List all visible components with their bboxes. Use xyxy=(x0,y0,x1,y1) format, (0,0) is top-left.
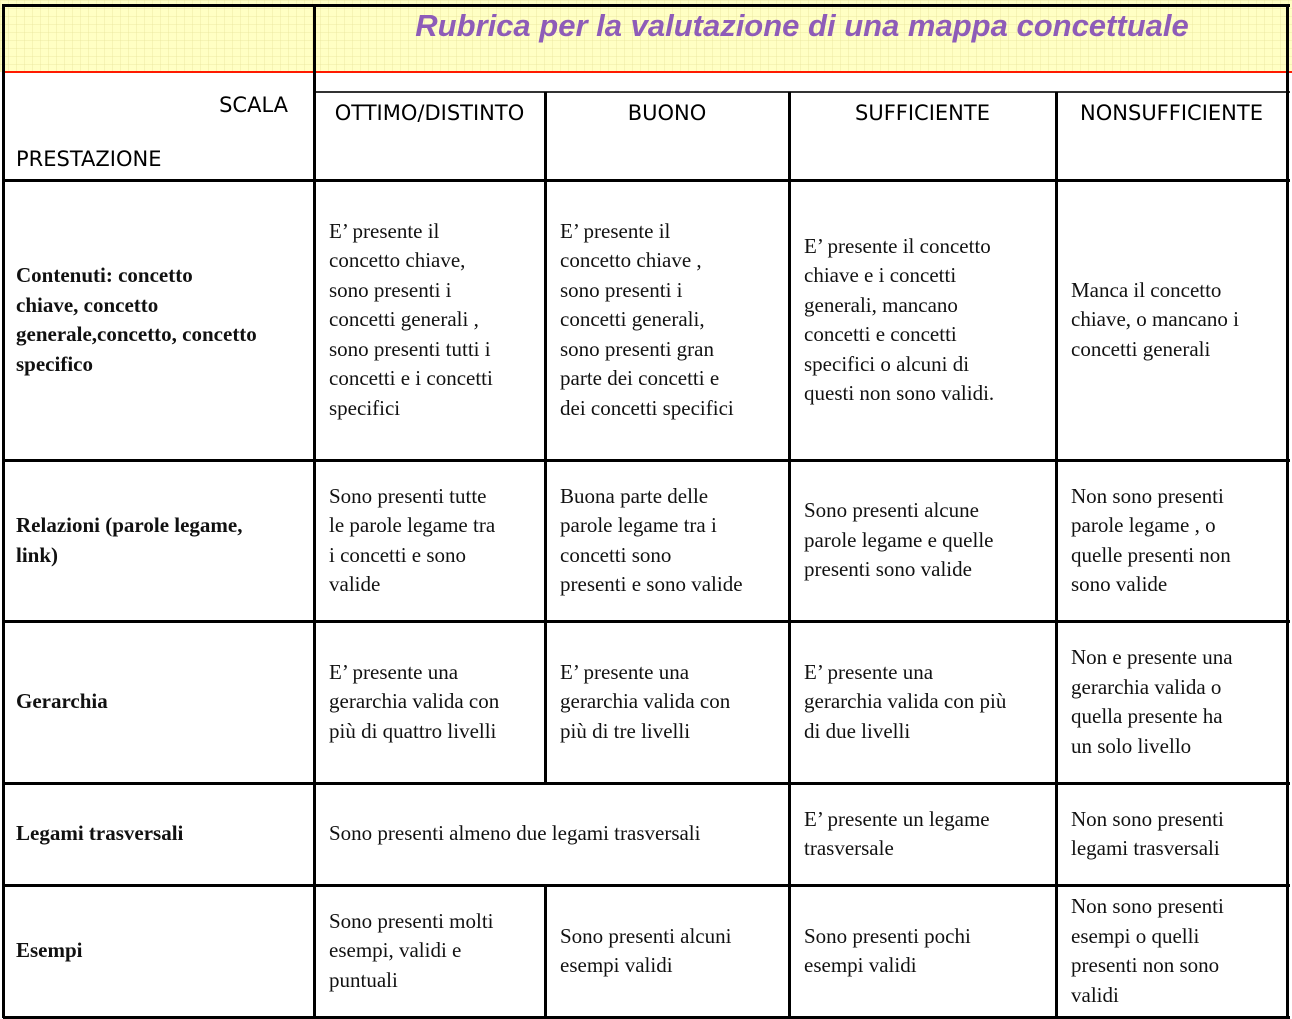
cell-text xyxy=(560,217,734,424)
text-line: concetti e concetti xyxy=(804,322,957,346)
cell-text xyxy=(804,232,994,409)
rubric-cell xyxy=(1056,180,1287,460)
row-label-text xyxy=(16,936,83,966)
text-line: parte dei concetti e xyxy=(560,366,720,391)
text-line: E’ presente una xyxy=(329,659,459,684)
text-line: Relazioni (parole legame, xyxy=(16,513,243,537)
rubric-cell xyxy=(545,460,789,621)
text-line: legami trasversali xyxy=(1071,836,1220,860)
text-line: specifico xyxy=(16,351,93,376)
corner-scala: SCALA xyxy=(219,93,288,117)
rubric-cell xyxy=(789,621,1056,783)
corner-prestazione: PRESTAZIONE xyxy=(16,147,162,171)
text-line: gerarchia valida o xyxy=(1071,674,1222,699)
rubric-cell xyxy=(545,180,789,460)
header-rule xyxy=(314,91,1290,93)
text-line: concetto chiave , xyxy=(560,248,702,273)
text-line: Esempi xyxy=(16,938,83,963)
cell-text xyxy=(560,482,743,600)
cell-text xyxy=(804,658,1006,747)
row-label-text xyxy=(16,511,242,570)
text-line: BUONO xyxy=(627,101,707,125)
text-line: Gerarchia xyxy=(16,689,108,714)
text-line: chiave, concetto xyxy=(16,292,159,317)
text-line: di due livelli xyxy=(804,718,911,743)
text-line: Non sono presenti xyxy=(1071,806,1224,831)
rubric-cell xyxy=(314,460,545,621)
border-top xyxy=(3,4,1290,7)
text-line: quella presente ha xyxy=(1071,704,1223,728)
text-line: Non sono presenti xyxy=(1071,894,1224,918)
text-line: esempi validi xyxy=(804,953,917,977)
text-line: esempi, validi e xyxy=(329,938,462,963)
text-line: trasversale xyxy=(804,836,894,860)
cell-text xyxy=(804,496,993,585)
rubric-cell xyxy=(1056,621,1287,783)
row-label xyxy=(3,180,314,460)
text-line: quelle presenti non xyxy=(1071,542,1231,567)
text-line: validi xyxy=(1071,982,1119,1007)
text-line: sono presenti i xyxy=(329,277,452,302)
rubric-cell xyxy=(545,621,789,783)
text-line: specifici o alcuni di xyxy=(804,351,970,376)
text-line: specifici xyxy=(329,395,401,420)
text-line: E’ presente il xyxy=(560,218,671,243)
text-line: Non sono presenti xyxy=(1071,483,1224,508)
text-line: presenti sono valide xyxy=(804,557,972,582)
text-line: NON xyxy=(1080,101,1128,125)
row-label xyxy=(3,783,314,885)
text-line: Sono presenti almeno due legami trasversali xyxy=(329,821,701,846)
rubric-cell xyxy=(1056,460,1287,621)
rubric-cell xyxy=(314,885,545,1017)
text-line: sono presenti i xyxy=(560,277,683,302)
column-header xyxy=(314,100,545,127)
rubric-cell xyxy=(1056,885,1287,1017)
cell-text xyxy=(560,922,731,981)
column-header xyxy=(789,100,1056,127)
text-line: esempi o quelli xyxy=(1071,923,1200,948)
text-line: sono presenti gran xyxy=(560,336,714,361)
text-line: questi non sono validi. xyxy=(804,381,995,405)
rubric-cell xyxy=(789,460,1056,621)
row-label-text xyxy=(16,819,183,849)
row-label-text xyxy=(16,687,108,717)
cell-text xyxy=(329,658,499,747)
text-line: gerarchia valida con xyxy=(329,689,500,714)
rubric-cell xyxy=(545,885,789,1017)
text-line: sono valide xyxy=(1071,572,1168,596)
text-line: dei concetti specifici xyxy=(560,395,734,420)
text-line: Sono presenti alcune xyxy=(804,498,979,523)
text-line: Legami trasversali xyxy=(16,821,184,846)
text-line: puntuali xyxy=(329,967,398,992)
text-line: chiave e i concetti xyxy=(804,263,957,287)
cell-text xyxy=(804,805,990,864)
text-line: SUFFICIENTE xyxy=(855,101,990,125)
text-line: parole legame , o xyxy=(1071,513,1216,537)
rubric-cell xyxy=(1056,783,1287,885)
text-line: concetti generali xyxy=(1071,336,1211,361)
text-line: Sono presenti pochi xyxy=(804,923,971,948)
text-line: più di quattro livelli xyxy=(329,718,497,743)
text-line: parole legame tra i xyxy=(560,513,717,537)
text-line: i concetti e sono xyxy=(329,542,467,567)
rubric-cell xyxy=(789,783,1056,885)
text-line: presenti non sono xyxy=(1071,953,1220,977)
text-line: E’ presente un legame xyxy=(804,806,990,831)
text-line: concetti generali , xyxy=(329,307,479,332)
rubric-cell xyxy=(789,180,1056,460)
text-line: concetti sono xyxy=(560,542,672,567)
text-line: Manca il concetto xyxy=(1071,277,1222,302)
cell-text xyxy=(560,658,730,747)
page-title: Rubrica per la valutazione di una mappa concettuale xyxy=(415,8,1189,43)
text-line: generali, mancano xyxy=(804,292,958,317)
cell-text xyxy=(804,922,971,981)
cell-text xyxy=(329,482,495,600)
cell-text xyxy=(329,907,494,996)
text-line: concetti e i concetti xyxy=(329,366,493,391)
rubric-cell xyxy=(314,621,545,783)
text-line: chiave, o mancano i xyxy=(1071,307,1239,332)
text-line: gerarchia valida con più xyxy=(804,689,1007,714)
row-label xyxy=(3,885,314,1017)
column-header xyxy=(1056,100,1287,127)
text-line: un solo livello xyxy=(1071,733,1192,758)
rubric-cell xyxy=(314,180,545,460)
text-line: E’ presente il xyxy=(329,218,440,243)
text-line: sono presenti tutti i xyxy=(329,336,491,361)
title-rule xyxy=(3,71,1292,73)
text-line: Contenuti: concetto xyxy=(16,263,193,287)
cell-text xyxy=(1071,892,1224,1010)
text-line: concetto chiave, xyxy=(329,248,466,273)
cell-text xyxy=(1071,643,1233,761)
rubric-cell xyxy=(789,885,1056,1017)
text-line: Non e presente una xyxy=(1071,645,1233,669)
row-label xyxy=(3,460,314,621)
cell-text xyxy=(1071,805,1224,864)
text-line: generale,concetto, concetto xyxy=(16,322,257,346)
text-line: Sono presenti alcuni xyxy=(560,923,732,948)
row-label-text xyxy=(16,261,257,379)
text-line: OTTIMO/ xyxy=(334,101,425,125)
text-line: E’ presente una xyxy=(560,659,690,684)
cell-text xyxy=(329,819,700,849)
cell-text xyxy=(1071,482,1231,600)
cell-text xyxy=(1071,276,1239,365)
text-line: Sono presenti molti xyxy=(329,908,494,933)
row-label xyxy=(3,621,314,783)
cell-text xyxy=(329,217,493,424)
text-line: DISTINTO xyxy=(424,101,525,125)
text-line: SUFFICIENTE xyxy=(1127,101,1263,125)
text-line: esempi validi xyxy=(560,953,673,977)
text-line: E’ presente il concetto xyxy=(804,233,991,258)
text-line: concetti generali, xyxy=(560,307,705,332)
text-line: parole legame e quelle xyxy=(804,527,994,552)
text-line: più di tre livelli xyxy=(560,718,691,743)
text-line: le parole legame tra xyxy=(329,513,496,537)
text-line: E’ presente una xyxy=(804,659,934,684)
text-line: Buona parte delle xyxy=(560,483,709,508)
text-line: link) xyxy=(16,542,59,567)
column-header xyxy=(545,100,789,127)
text-line: gerarchia valida con xyxy=(560,689,731,714)
text-line: Sono presenti tutte xyxy=(329,483,487,508)
text-line: presenti e sono valide xyxy=(560,572,743,596)
text-line: valide xyxy=(329,572,381,596)
rubric-cell xyxy=(314,783,789,885)
